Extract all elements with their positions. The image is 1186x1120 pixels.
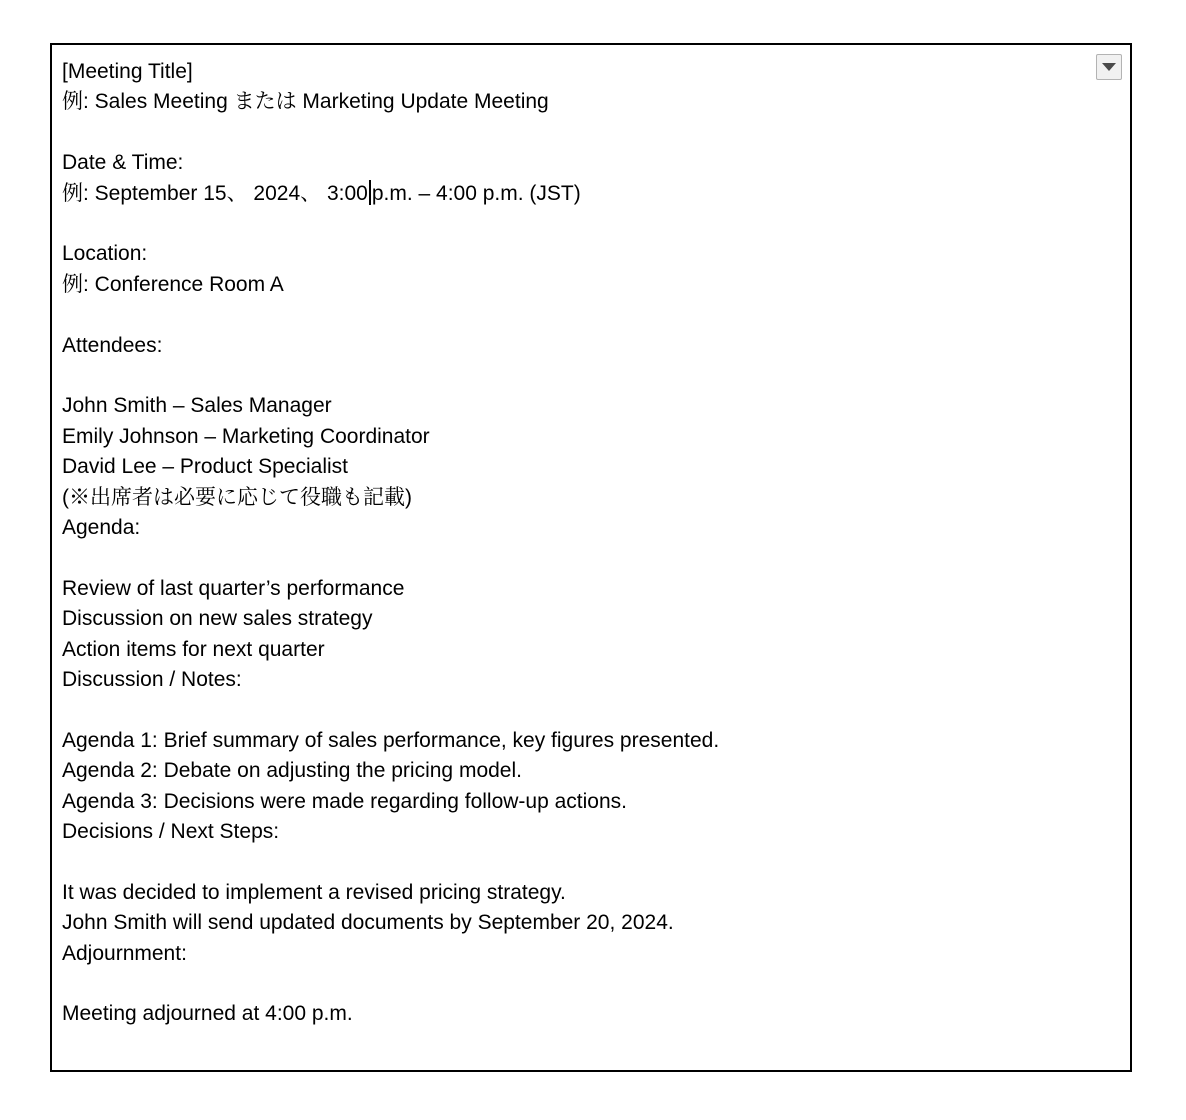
text-line xyxy=(62,209,1086,239)
text-line xyxy=(62,969,1086,999)
text-line: (※出席者は必要に応じて役職も記載) xyxy=(62,485,412,509)
text-line: Meeting adjourned at 4:00 p.m. xyxy=(62,1002,353,1026)
text-line: Agenda: xyxy=(62,516,141,540)
meeting-minutes-panel xyxy=(50,43,1132,1072)
text-line: John Smith – Sales Manager xyxy=(62,394,332,418)
text-line: Agenda 3: Decisions were made regarding follow-up actions. xyxy=(62,789,627,813)
text-line: It was decided to implement a revised pricing strategy. xyxy=(62,880,566,904)
text-line: 例: Conference Room A xyxy=(62,272,284,296)
dropdown-button[interactable] xyxy=(1096,54,1122,80)
text-line xyxy=(62,847,1086,877)
text-line: Attendees: xyxy=(62,333,163,357)
text-line xyxy=(62,361,1086,391)
text-line: Agenda 1: Brief summary of sales performance, key figures presented. xyxy=(62,728,720,752)
text-line: Discussion on new sales strategy xyxy=(62,607,373,631)
text-line xyxy=(62,118,1086,148)
text-line: John Smith will send updated documents by September 20, 2024. xyxy=(62,911,674,935)
text-line: Agenda 2: Debate on adjusting the pricing model. xyxy=(62,759,522,783)
text-before-caret: 例: September 15、 2024、 3:00 xyxy=(62,181,368,205)
text-line: Action items for next quarter xyxy=(62,637,325,661)
text-line xyxy=(62,179,1086,209)
text-line: Discussion / Notes: xyxy=(62,668,242,692)
caret-down-icon xyxy=(1102,63,1116,71)
text-line: Emily Johnson – Marketing Coordinator xyxy=(62,424,430,448)
text-line: 例: Sales Meeting または Marketing Update Meeting xyxy=(62,90,549,114)
text-line: Date & Time: xyxy=(62,151,184,175)
text-line: [Meeting Title] xyxy=(62,60,193,83)
text-caret xyxy=(369,180,371,205)
text-line: David Lee – Product Specialist xyxy=(62,455,348,479)
text-after-caret: p.m. – 4:00 p.m. (JST) xyxy=(371,181,581,205)
text-line xyxy=(62,543,1086,573)
text-line xyxy=(62,695,1086,725)
text-line: Adjournment: xyxy=(62,941,187,965)
meeting-minutes-text[interactable] xyxy=(52,45,1130,1070)
text-line: Location: xyxy=(62,242,148,266)
text-line: Decisions / Next Steps: xyxy=(62,820,280,844)
text-line: Review of last quarter’s performance xyxy=(62,576,405,600)
text-line xyxy=(62,300,1086,330)
